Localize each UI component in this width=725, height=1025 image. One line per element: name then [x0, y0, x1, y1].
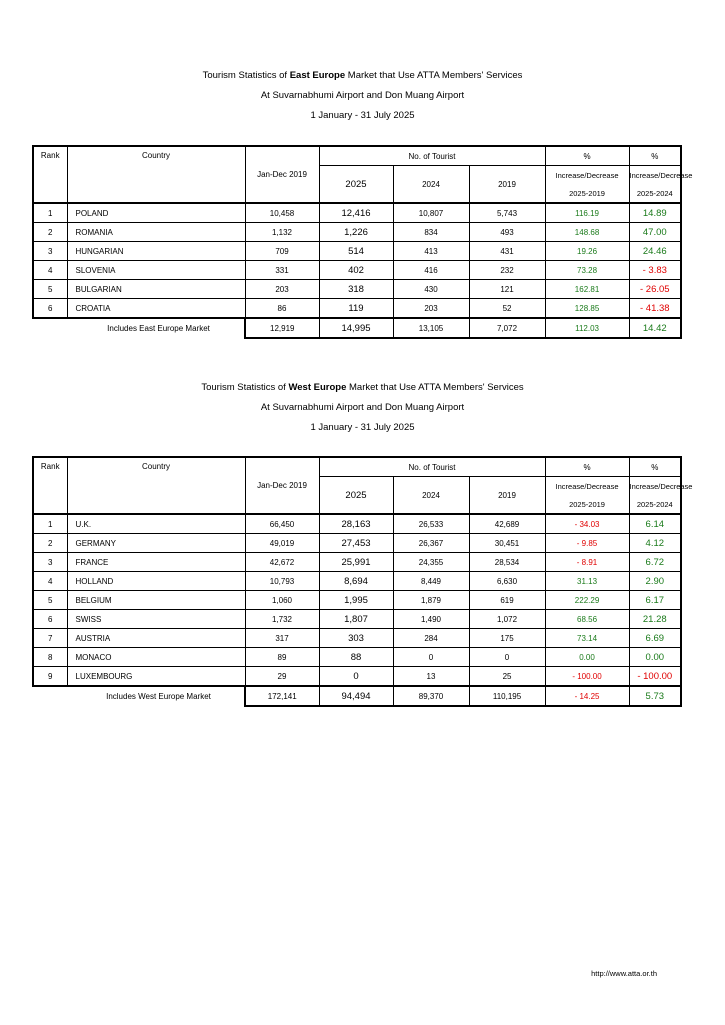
- rank-cell: 1: [33, 203, 67, 223]
- table-row: [33, 203, 681, 223]
- east-europe-table: [32, 145, 693, 339]
- country-cell: BULGARIAN: [67, 280, 245, 299]
- percent-2025-2024-cell: - 100.00: [629, 667, 681, 687]
- tourist-2024-cell: 1,879: [393, 591, 469, 610]
- header-range-2019: 2025-2019: [545, 184, 629, 203]
- table-row: [33, 591, 681, 610]
- tourist-2025-cell: 27,453: [319, 534, 393, 553]
- tourist-2019-cell: 42,689: [469, 514, 545, 534]
- header-incdec-2019: Increase/Decrease: [545, 166, 629, 185]
- percent-2025-2024-cell: 47.00: [629, 223, 681, 242]
- rank-cell: 4: [33, 261, 67, 280]
- header-2025: 2025: [319, 477, 393, 515]
- east-title: [0, 70, 725, 81]
- header-no-of-tourist: No. of Tourist: [319, 146, 545, 166]
- country-cell: MONACO: [67, 648, 245, 667]
- tourist-2019-cell: 121: [469, 280, 545, 299]
- percent-2025-2019-cell: 128.85: [545, 299, 629, 319]
- tourist-2019-cell: 25: [469, 667, 545, 687]
- west-subtitle: At Suvarnabhumi Airport and Don Muang Airport: [260, 402, 465, 413]
- tourist-2025-cell: 88: [319, 648, 393, 667]
- percent-2025-2019-cell: 0.00: [545, 648, 629, 667]
- base-2019-cell: 10,458: [245, 203, 319, 223]
- west-europe-table: [32, 456, 693, 707]
- tourist-2025-cell: 303: [319, 629, 393, 648]
- percent-2025-2024-cell: 2.90: [629, 572, 681, 591]
- base-2019-cell: 49,019: [245, 534, 319, 553]
- base-2019-cell: 1,060: [245, 591, 319, 610]
- percent-2025-2024-cell: 21.28: [629, 610, 681, 629]
- table-row: [33, 534, 681, 553]
- base-2019-cell: 29: [245, 667, 319, 687]
- percent-2025-2019-cell: 73.28: [545, 261, 629, 280]
- base-2019-cell: 317: [245, 629, 319, 648]
- header-2019: 2019: [469, 166, 545, 204]
- percent-2025-2019-cell: 116.19: [545, 203, 629, 223]
- percent-2025-2024-cell: 6.69: [629, 629, 681, 648]
- country-cell: GERMANY: [67, 534, 245, 553]
- country-cell: AUSTRIA: [67, 629, 245, 648]
- base-2019-cell: 1,132: [245, 223, 319, 242]
- table-row: [33, 242, 681, 261]
- rank-cell: 8: [33, 648, 67, 667]
- header-2024: 2024: [393, 477, 469, 515]
- rank-cell: 5: [33, 591, 67, 610]
- table-row: [33, 553, 681, 572]
- tourist-2024-cell: 203: [393, 299, 469, 319]
- tourist-2024-cell: 10,807: [393, 203, 469, 223]
- total-percent-2025-2019: 112.03: [545, 318, 629, 338]
- table-row: [33, 261, 681, 280]
- tourist-2024-cell: 430: [393, 280, 469, 299]
- country-cell: HUNGARIAN: [67, 242, 245, 261]
- header-percent-2019: %: [545, 457, 629, 477]
- east-subtitle: At Suvarnabhumi Airport and Don Muang Airport: [260, 90, 465, 101]
- base-2019-cell: 89: [245, 648, 319, 667]
- percent-2025-2024-cell: 6.72: [629, 553, 681, 572]
- tourist-2019-cell: 52: [469, 299, 545, 319]
- tourist-2025-cell: 12,416: [319, 203, 393, 223]
- country-cell: HOLLAND: [67, 572, 245, 591]
- base-2019-cell: 66,450: [245, 514, 319, 534]
- tourist-2025-cell: 1,995: [319, 591, 393, 610]
- base-2019-cell: 203: [245, 280, 319, 299]
- country-cell: ROMANIA: [67, 223, 245, 242]
- tourist-2024-cell: 24,355: [393, 553, 469, 572]
- tourist-2025-cell: 25,991: [319, 553, 393, 572]
- total-base-2019: 12,919: [245, 318, 319, 338]
- total-percent-2025-2024: 14.42: [629, 318, 681, 338]
- base-2019-cell: 10,793: [245, 572, 319, 591]
- percent-2025-2019-cell: 68.56: [545, 610, 629, 629]
- country-cell: SLOVENIA: [67, 261, 245, 280]
- percent-2025-2019-cell: 162.81: [545, 280, 629, 299]
- percent-2025-2024-cell: 24.46: [629, 242, 681, 261]
- total-2024: 89,370: [393, 686, 469, 706]
- tourist-2019-cell: 1,072: [469, 610, 545, 629]
- table-row: [33, 648, 681, 667]
- country-cell: FRANCE: [67, 553, 245, 572]
- country-cell: POLAND: [67, 203, 245, 223]
- rank-cell: 3: [33, 553, 67, 572]
- tourist-2019-cell: 232: [469, 261, 545, 280]
- country-cell: U.K.: [67, 514, 245, 534]
- header-row: [33, 457, 681, 477]
- header-incdec-2024: Increase/Decrease: [629, 166, 681, 185]
- percent-2025-2019-cell: 148.68: [545, 223, 629, 242]
- percent-2025-2019-cell: 19.26: [545, 242, 629, 261]
- tourist-2024-cell: 416: [393, 261, 469, 280]
- rank-cell: 4: [33, 572, 67, 591]
- rank-cell: 7: [33, 629, 67, 648]
- tourist-2019-cell: 5,743: [469, 203, 545, 223]
- rank-cell: 5: [33, 280, 67, 299]
- total-label: Includes East Europe Market: [33, 318, 245, 338]
- percent-2025-2019-cell: - 8.91: [545, 553, 629, 572]
- rank-cell: 6: [33, 610, 67, 629]
- percent-2025-2019-cell: - 34.03: [545, 514, 629, 534]
- tourist-2024-cell: 26,367: [393, 534, 469, 553]
- table-row: [33, 280, 681, 299]
- table-row: [33, 223, 681, 242]
- tourist-2024-cell: 13: [393, 667, 469, 687]
- table-row: [33, 629, 681, 648]
- percent-2025-2019-cell: 73.14: [545, 629, 629, 648]
- base-2019-cell: 331: [245, 261, 319, 280]
- east-title-pre: Tourism Statistics of: [202, 70, 288, 81]
- header-percent-2019: %: [545, 146, 629, 166]
- tourist-2024-cell: 26,533: [393, 514, 469, 534]
- total-row: [33, 318, 681, 338]
- base-2019-cell: 1,732: [245, 610, 319, 629]
- header-row: [33, 146, 681, 166]
- tourist-2019-cell: 28,534: [469, 553, 545, 572]
- percent-2025-2024-cell: 6.17: [629, 591, 681, 610]
- east-title-bold: East Europe: [289, 70, 346, 81]
- tourist-2019-cell: 619: [469, 591, 545, 610]
- percent-2025-2019-cell: - 9.85: [545, 534, 629, 553]
- total-percent-2025-2024: 5.73: [629, 686, 681, 706]
- tourist-2024-cell: 413: [393, 242, 469, 261]
- percent-2025-2024-cell: - 26.05: [629, 280, 681, 299]
- rank-cell: 6: [33, 299, 67, 319]
- east-title-post: Market that Use ATTA Members' Services: [347, 70, 523, 81]
- rank-cell: 3: [33, 242, 67, 261]
- percent-2025-2024-cell: 0.00: [629, 648, 681, 667]
- percent-2025-2024-cell: - 41.38: [629, 299, 681, 319]
- country-cell: CROATIA: [67, 299, 245, 319]
- percent-2025-2024-cell: 4.12: [629, 534, 681, 553]
- west-title-pre: Tourism Statistics of: [201, 382, 286, 393]
- rank-cell: 2: [33, 534, 67, 553]
- header-percent-2024: %: [629, 457, 681, 477]
- header-2024: 2024: [393, 166, 469, 204]
- header-range-2024: 2025-2024: [629, 495, 681, 514]
- header-base-year: Jan-Dec 2019: [245, 146, 319, 203]
- tourist-2025-cell: 318: [319, 280, 393, 299]
- country-cell: LUXEMBOURG: [67, 667, 245, 687]
- total-percent-2025-2019: - 14.25: [545, 686, 629, 706]
- rank-cell: 1: [33, 514, 67, 534]
- total-row: [33, 686, 681, 706]
- west-title-bold: West Europe: [288, 382, 347, 393]
- tourist-2024-cell: 0: [393, 648, 469, 667]
- tourist-2025-cell: 0: [319, 667, 393, 687]
- table-row: [33, 514, 681, 534]
- east-period: 1 January - 31 July 2025: [310, 110, 415, 121]
- tourist-2025-cell: 402: [319, 261, 393, 280]
- tourist-2025-cell: 1,807: [319, 610, 393, 629]
- tourist-2025-cell: 119: [319, 299, 393, 319]
- total-2019: 110,195: [469, 686, 545, 706]
- header-incdec-2024: Increase/Decrease: [629, 477, 681, 496]
- tourist-2024-cell: 1,490: [393, 610, 469, 629]
- west-title-post: Market that Use ATTA Members' Services: [349, 382, 524, 393]
- tourist-2019-cell: 0: [469, 648, 545, 667]
- header-range-2024: 2025-2024: [629, 184, 681, 203]
- tourist-2024-cell: 284: [393, 629, 469, 648]
- tourist-2019-cell: 30,451: [469, 534, 545, 553]
- total-2024: 13,105: [393, 318, 469, 338]
- tourist-2024-cell: 8,449: [393, 572, 469, 591]
- base-2019-cell: 42,672: [245, 553, 319, 572]
- tourist-2025-cell: 514: [319, 242, 393, 261]
- percent-2025-2019-cell: - 100.00: [545, 667, 629, 687]
- percent-2025-2019-cell: 31.13: [545, 572, 629, 591]
- total-base-2019: 172,141: [245, 686, 319, 706]
- header-rank: Rank: [33, 457, 67, 514]
- header-2019: 2019: [469, 477, 545, 515]
- header-country: Country: [67, 457, 245, 514]
- table-row: [33, 299, 681, 319]
- header-base-year: Jan-Dec 2019: [245, 457, 319, 514]
- percent-2025-2024-cell: - 3.83: [629, 261, 681, 280]
- percent-2025-2024-cell: 14.89: [629, 203, 681, 223]
- total-2025: 14,995: [319, 318, 393, 338]
- header-no-of-tourist: No. of Tourist: [319, 457, 545, 477]
- tourist-2019-cell: 431: [469, 242, 545, 261]
- header-percent-2024: %: [629, 146, 681, 166]
- percent-2025-2019-cell: 222.29: [545, 591, 629, 610]
- total-2025: 94,494: [319, 686, 393, 706]
- header-2025: 2025: [319, 166, 393, 204]
- total-label: Includes West Europe Market: [33, 686, 245, 706]
- tourist-2025-cell: 8,694: [319, 572, 393, 591]
- percent-2025-2024-cell: 6.14: [629, 514, 681, 534]
- tourist-2025-cell: 1,226: [319, 223, 393, 242]
- tourist-2019-cell: 493: [469, 223, 545, 242]
- table-row: [33, 667, 681, 687]
- country-cell: BELGIUM: [67, 591, 245, 610]
- header-rank: Rank: [33, 146, 67, 203]
- west-title: [0, 382, 725, 393]
- tourist-2024-cell: 834: [393, 223, 469, 242]
- country-cell: SWISS: [67, 610, 245, 629]
- total-2019: 7,072: [469, 318, 545, 338]
- tourist-2019-cell: 6,630: [469, 572, 545, 591]
- base-2019-cell: 709: [245, 242, 319, 261]
- rank-cell: 2: [33, 223, 67, 242]
- header-country: Country: [67, 146, 245, 203]
- base-2019-cell: 86: [245, 299, 319, 319]
- tourist-2019-cell: 175: [469, 629, 545, 648]
- tourist-2025-cell: 28,163: [319, 514, 393, 534]
- table-row: [33, 610, 681, 629]
- header-incdec-2019: Increase/Decrease: [545, 477, 629, 496]
- rank-cell: 9: [33, 667, 67, 687]
- header-range-2019: 2025-2019: [545, 495, 629, 514]
- footer-url[interactable]: http://www.atta.or.th: [591, 969, 657, 978]
- west-period: 1 January - 31 July 2025: [310, 422, 415, 433]
- table-row: [33, 572, 681, 591]
